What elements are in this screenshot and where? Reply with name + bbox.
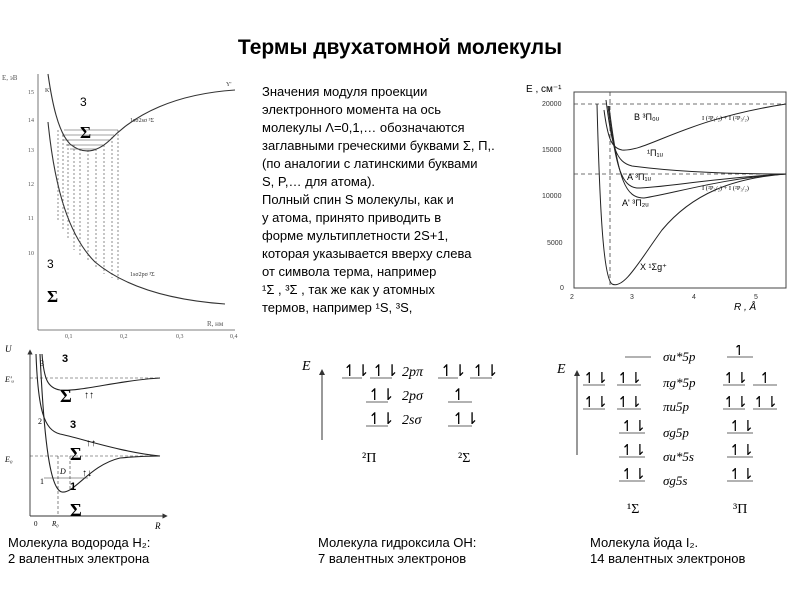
electron-single: ↿ — [733, 345, 746, 359]
description-line: форме мультиплетности 2S+1, — [262, 228, 449, 243]
i2-potential-curves-figure — [512, 70, 800, 315]
lower-curve-label: 1sσ2pσ ³Σ — [130, 272, 155, 278]
caption-h2 — [8, 535, 150, 567]
x-tick-label: 0,4 — [230, 334, 238, 340]
term-symbol: Σ — [70, 444, 82, 464]
description-line: молекулы Λ=0,1,… обозначаются — [262, 120, 465, 135]
orbital-label: σu*5p — [663, 349, 696, 364]
spin-arrows: ↑↓ — [82, 468, 92, 479]
term-multiplicity: 3 — [70, 419, 77, 431]
electron-pair: ↿⇂ — [617, 395, 643, 411]
axis-y-label: E, эВ — [2, 74, 18, 82]
electron-pair: ↿⇂ — [583, 395, 609, 411]
description-line: у атома, принято приводить в — [262, 210, 442, 225]
electron-pair: ↿⇂ — [617, 371, 643, 387]
r0-label: R₀ — [52, 520, 59, 528]
state-label: X ¹Σg⁺ — [640, 262, 667, 272]
term-symbol: Σ — [70, 500, 82, 520]
electron-pair: ↿⇂ — [368, 387, 395, 404]
electron-pair: ↿⇂ — [729, 467, 755, 483]
caption-line: 7 валентных электронов — [318, 551, 467, 566]
axis-x-label: R , Å — [734, 302, 757, 313]
caption-i2 — [590, 535, 745, 567]
eu-level-label: E'ᵤ — [5, 375, 14, 384]
y-tick-label: 20000 — [542, 101, 562, 108]
term-symbol: Σ — [60, 386, 72, 406]
asymptote-label: I (²P₁/₂) + I (²P₃/₂) — [702, 115, 749, 122]
electron-pair: ↿⇂ — [723, 395, 749, 411]
orbital-label: πg*5p — [663, 375, 696, 390]
energy-axis-label: E — [557, 362, 566, 377]
i2-orbital-diagram — [555, 345, 800, 525]
page-title: Термы двухатомной молекулы — [237, 36, 563, 59]
y-tick-label: 5000 — [547, 240, 563, 247]
x-tick-label: 3 — [630, 294, 634, 301]
description-line: заглавными греческими буквами Σ, Π,. — [262, 138, 495, 153]
electron-pair: ↿⇂ — [343, 363, 370, 380]
electron-single: ↿ — [452, 387, 466, 404]
ground-state-curve — [597, 104, 786, 285]
electron-pair: ↿⇂ — [368, 411, 395, 428]
axis-y-label: E , см⁻¹ — [526, 84, 562, 95]
orbital-label: 2sσ — [402, 413, 422, 428]
curve-number: 2 — [38, 417, 42, 426]
upper-curve-label: 1sσ2sσ ³Σ — [130, 118, 154, 124]
term-multiplicity: 3 — [62, 353, 69, 365]
description-line: S, P,… для атома). — [262, 174, 376, 189]
state-label: A' ³Π₂ᵤ — [622, 198, 649, 208]
spin-arrows: ↑↑ — [84, 390, 94, 401]
term-symbol: ²Σ — [458, 451, 471, 466]
electron-pair: ↿⇂ — [440, 363, 467, 380]
electron-pair: ↿⇂ — [723, 371, 749, 387]
state-label: ¹Π₁ᵤ — [647, 148, 663, 158]
term-multiplicity: 3 — [80, 95, 87, 109]
electron-pair: ↿⇂ — [372, 363, 399, 380]
electron-pair: ↿⇂ — [621, 467, 647, 483]
x-tick-label: 0,3 — [176, 334, 184, 340]
term-symbol: ¹Σ — [627, 502, 640, 517]
term-description — [262, 83, 537, 317]
caption-line: 14 валентных электронов — [590, 551, 746, 566]
orbital-label: 2pσ — [402, 389, 423, 404]
caption-oh — [318, 535, 476, 567]
orbital-label: πu5p — [663, 399, 690, 414]
oh-orbital-diagram — [300, 350, 520, 480]
term-symbol: Σ — [47, 287, 59, 306]
orbital-label: σg5p — [663, 425, 689, 440]
y-tick-label: 0 — [560, 285, 564, 292]
term-symbol: Σ — [80, 123, 92, 142]
caption-line: Молекула водорода H₂: — [8, 535, 151, 550]
electron-pair: ↿⇂ — [621, 419, 647, 435]
y-tick-label: 15000 — [542, 147, 562, 154]
curve-3 — [42, 354, 160, 390]
y-tick-label: 12 — [28, 182, 34, 188]
x-tick-label: 5 — [754, 294, 758, 301]
description-line: которая указывается вверху слева — [262, 246, 472, 261]
orbital-label: 2pπ — [402, 365, 424, 380]
asymptote-label: I (²P₃/₂) + I (²P₃/₂) — [702, 185, 749, 192]
state-label: A ³Π₁ᵤ — [627, 172, 651, 182]
description-line: термов, например ¹S, ³S, — [262, 300, 413, 315]
description-line: электронного момента на ось — [262, 102, 441, 117]
electron-pair: ↿⇂ — [753, 395, 779, 411]
orbital-label: σu*5s — [663, 449, 694, 464]
y-tick-label: 14 — [28, 118, 34, 124]
axis-r-label: R — [155, 521, 161, 530]
electron-pair: ↿⇂ — [729, 443, 755, 459]
e0-level-label: E₀ — [5, 455, 13, 464]
curve-number: 1 — [40, 477, 44, 486]
electron-pair: ↿⇂ — [583, 371, 609, 387]
spin-arrows: ↑↑ — [86, 438, 96, 449]
description-line: ¹Σ , ³Σ , так же как у атомных — [262, 282, 435, 297]
description-line: от символа терма, например — [262, 264, 437, 279]
caption-line: Молекула йода I₂. — [590, 535, 699, 550]
x-tick-label: 2 — [570, 294, 574, 301]
y-tick-label: 15 — [28, 90, 34, 96]
term-symbol: ²Π — [362, 451, 377, 466]
x-tick-label: 0,2 — [120, 334, 128, 340]
electron-pair: ↿⇂ — [452, 411, 479, 428]
origin-label: 0 — [34, 520, 38, 528]
description-line: Полный спин S молекулы, как и — [262, 192, 454, 207]
caption-line: 2 валентных электрона — [8, 551, 150, 566]
x-tick-label: 4 — [692, 294, 696, 301]
term-symbol: ³Π — [733, 502, 748, 517]
x-tick-label: 0,1 — [65, 334, 73, 340]
y-tick-label: 13 — [28, 148, 34, 154]
y-tick-label: 10000 — [542, 193, 562, 200]
description-line: Значения модуля проекции — [262, 84, 428, 99]
svg-text:K': K' — [45, 88, 51, 94]
axis-x-label: R, нм — [207, 320, 224, 328]
state-label: B ³Π₀ᵤ — [634, 112, 660, 122]
upper-potential-curve — [48, 74, 235, 151]
electron-pair: ↿⇂ — [621, 443, 647, 459]
h2-potential-figure — [0, 340, 175, 530]
dissociation-label: D — [60, 467, 66, 476]
y-tick-label: 10 — [28, 251, 34, 257]
pi1u-curve — [606, 100, 786, 174]
energy-axis-label: E — [302, 359, 311, 374]
curve-2 — [36, 354, 160, 456]
axis-u-label: U — [5, 344, 12, 354]
h2-term-curves-figure — [0, 62, 255, 342]
curve-number: 3 — [40, 359, 44, 368]
term-multiplicity: 3 — [47, 257, 54, 271]
description-line: (по аналогии с латинскими буквами — [262, 156, 478, 171]
right-label: Y' — [226, 82, 232, 88]
electron-pair: ↿⇂ — [472, 363, 499, 380]
term-multiplicity: 1 — [70, 481, 77, 493]
electron-pair: ↿⇂ — [729, 419, 755, 435]
b-state-curve — [604, 104, 786, 150]
electron-single: ↿ — [759, 371, 772, 387]
y-tick-label: 11 — [28, 216, 34, 222]
caption-line: Молекула гидроксила OH: — [318, 535, 477, 550]
orbital-label: σg5s — [663, 473, 688, 488]
